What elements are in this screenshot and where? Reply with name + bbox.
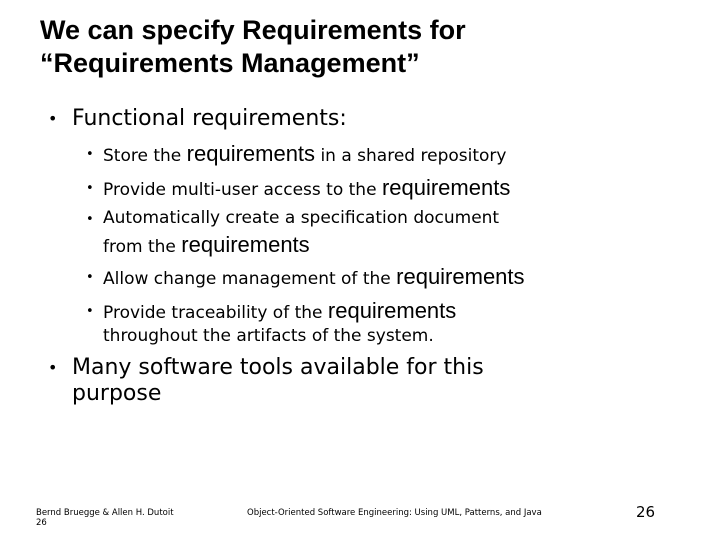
sub-bullet-text-line-2: throughout the artifacts of the system. <box>103 326 434 346</box>
bullet-marker: • <box>86 147 94 162</box>
text-segment: Store the <box>103 146 182 166</box>
bullet-software-tools <box>48 355 484 407</box>
footer-slide-number-small: 26 <box>36 518 47 528</box>
bullet-functional-requirements <box>48 106 347 132</box>
text-segment: in a shared repository <box>320 146 507 166</box>
emphasized-term: requirements <box>186 141 316 166</box>
bullet-marker: • <box>86 181 94 196</box>
sub-bullet-text-line-2 <box>86 233 499 259</box>
text-segment: Provide traceability of the <box>103 303 323 323</box>
sub-bullet-text-line-1: Automatically create a specification document <box>103 208 500 228</box>
text-segment: from the <box>103 237 176 257</box>
text-segment: Provide multi-user access to the <box>103 180 377 200</box>
sub-bullet-text <box>86 265 525 291</box>
bullet-marker: • <box>48 358 58 377</box>
slide-title <box>40 14 680 80</box>
footer-authors-text: Bernd Bruegge & Allen H. Dutoit <box>36 508 174 518</box>
footer-page-number: 26 <box>636 503 656 521</box>
sub-bullet-traceability <box>86 299 456 348</box>
footer-book-title: Object-Oriented Software Engineering: Using UML, Patterns, and Java <box>247 508 542 518</box>
sub-bullet-store <box>86 142 506 168</box>
footer-authors <box>36 508 174 528</box>
text-segment: Allow change management of the <box>103 269 391 289</box>
bullet-marker: • <box>86 212 94 227</box>
bullet-text-line-1: Many software tools available for this <box>72 355 484 380</box>
emphasized-term: requirements <box>327 298 457 323</box>
bullet-text-line-2: purpose <box>72 381 162 406</box>
sub-bullet-text-line-1 <box>86 299 456 325</box>
emphasized-term: requirements <box>396 264 525 289</box>
emphasized-term: requirements <box>381 175 511 200</box>
sub-bullet-change-management <box>86 265 525 291</box>
sub-bullet-specification <box>86 207 499 259</box>
sub-bullet-text <box>86 176 510 202</box>
sub-bullet-text <box>86 142 506 168</box>
bullet-marker: • <box>48 109 58 128</box>
bullet-marker: • <box>86 270 94 285</box>
bullet-marker: • <box>86 304 94 319</box>
sub-bullet-multi-user <box>86 176 510 202</box>
emphasized-term: requirements <box>181 232 310 257</box>
bullet-text: Functional requirements: <box>72 106 347 131</box>
slide-title-line-1: We can specify Requirements for <box>40 15 466 45</box>
slide-title-line-2: “Requirements Management” <box>40 48 420 78</box>
